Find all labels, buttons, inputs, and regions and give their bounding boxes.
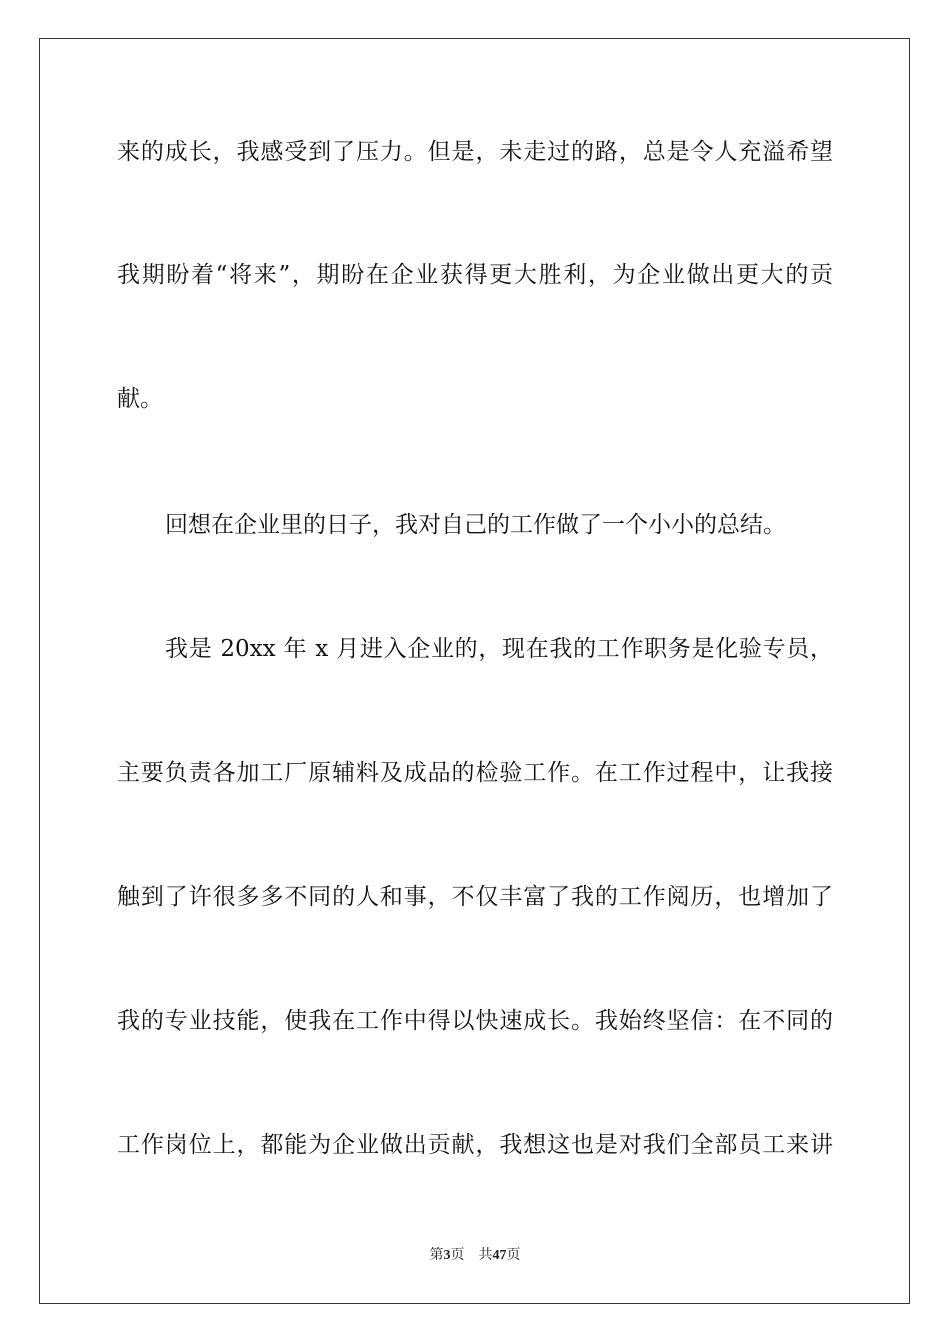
page-number: 3 [443,1248,451,1263]
page-suffix: 页 [450,1248,465,1263]
page-border [39,38,910,1304]
text-line: 触到了许很多多不同的人和事，不仅丰富了我的工作阅历，也增加了 [117,884,833,910]
text-line: 主要负责各加工厂原辅料及成品的检验工作。在工作过程中，让我接 [117,760,833,786]
text-line: 我的专业技能，使我在工作中得以快速成长。我始终坚信：在不同的 [117,1008,833,1034]
total-prefix: 共 [478,1248,493,1263]
text-line: 来的成长，我感受到了压力。但是，未走过的路，总是令人充溢希望 [117,139,833,165]
total-suffix: 页 [506,1248,521,1263]
paragraph-first-line: 我是 20xx 年 x 月进入企业的，现在我的工作职务是化验专员， [165,636,833,662]
total-pages: 47 [492,1248,507,1263]
paragraph-first-line: 回想在企业里的日子，我对自己的工作做了一个小小的总结。 [165,512,786,538]
page-prefix: 第 [429,1248,444,1263]
page-footer [0,1246,950,1266]
text-line: 工作岗位上，都能为企业做出贡献，我想这也是对我们全部员工来讲 [117,1132,833,1158]
text-line: 我期盼着“将来”，期盼在企业获得更大胜利，为企业做出更大的贡 [117,262,833,288]
text-line: 献。 [117,386,163,412]
